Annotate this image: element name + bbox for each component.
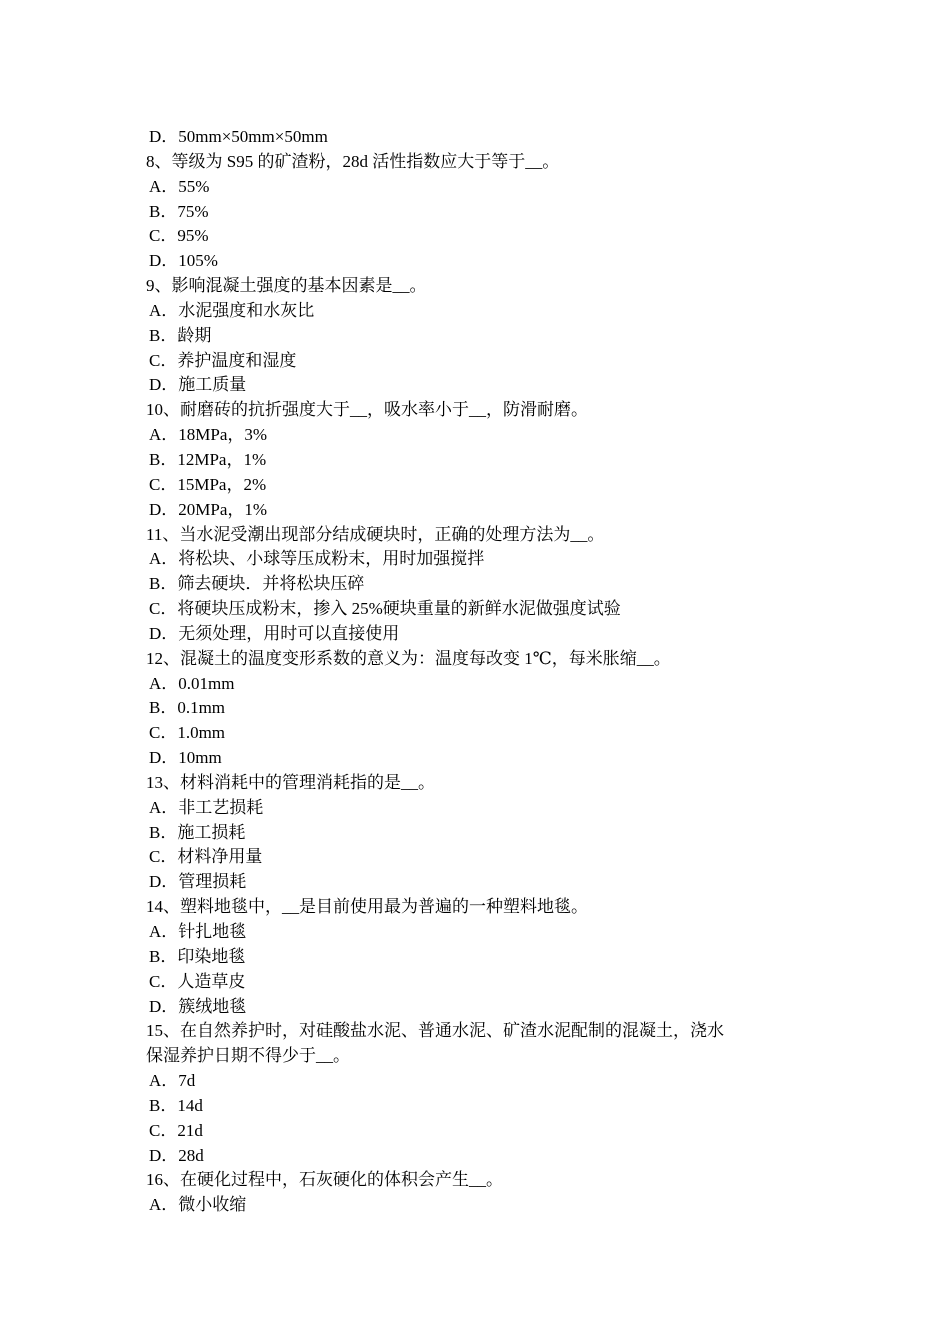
option-line: D．10mm	[149, 748, 222, 768]
option-line: C．95%	[149, 226, 209, 246]
option-line: B．0.1mm	[149, 698, 226, 718]
option-line: B．筛去硬块．并将松块压碎	[149, 574, 365, 594]
option-line: A．水泥强度和水灰比	[149, 300, 315, 320]
question-line: 8、等级为 S95 的矿渣粉，28d 活性指数应大于等于__。	[146, 151, 560, 171]
option-line: D．管理损耗	[149, 872, 247, 892]
option-line: A．7d	[149, 1071, 196, 1091]
option-line: C．将硬块压成粉末，掺入 25%硬块重量的新鲜水泥做强度试验	[149, 599, 621, 619]
option-line: B．75%	[149, 201, 209, 221]
question-line: 14、塑料地毯中，__是目前使用最为普遍的一种塑料地毯。	[146, 897, 588, 917]
option-line: B．龄期	[149, 325, 212, 345]
question-line: 9、影响混凝土强度的基本因素是__。	[146, 276, 427, 296]
option-line: C．15MPa，2%	[149, 474, 267, 494]
option-line: C．材料净用量	[149, 847, 263, 867]
question-line: 12、混凝土的温度变形系数的意义为：温度每改变 1℃，每米胀缩__。	[146, 648, 671, 668]
question-line: 11、当水泥受潮出现部分结成硬块时，正确的处理方法为__。	[146, 524, 605, 544]
option-line: A．18MPa，3%	[149, 425, 268, 445]
option-line: C．1.0mm	[149, 723, 226, 743]
option-line: B．12MPa，1%	[149, 449, 267, 469]
option-line: D．无须处理，用时可以直接使用	[149, 623, 400, 643]
question-line: 15、在自然养护时，对硅酸盐水泥、普通水泥、矿渣水泥配制的混凝土，浇水	[146, 1021, 724, 1041]
option-line: B．印染地毯	[149, 946, 246, 966]
option-line: D．簇绒地毯	[149, 996, 247, 1016]
option-line: C．养护温度和湿度	[149, 350, 297, 370]
option-line: D．28d	[149, 1145, 204, 1165]
option-line: B．施工损耗	[149, 822, 246, 842]
option-line: C．21d	[149, 1120, 203, 1140]
option-line: D．施工质量	[149, 375, 247, 395]
question-line: 16、在硬化过程中，石灰硬化的体积会产生__。	[146, 1170, 503, 1190]
option-line: D．50mm×50mm×50mm	[149, 127, 328, 146]
option-line: C．人造草皮	[149, 971, 246, 991]
option-line: D．20MPa，1%	[149, 499, 268, 519]
option-line: A．将松块、小球等压成粉末，用时加强搅拌	[149, 549, 485, 569]
option-line: A．0.01mm	[149, 673, 235, 693]
question-line: 13、材料消耗中的管理消耗指的是__。	[146, 772, 435, 792]
question-line-continued: 保湿养护日期不得少于__。	[146, 1046, 350, 1066]
question-line: 10、耐磨砖的抗折强度大于__，吸水率小于__，防滑耐磨。	[146, 400, 588, 420]
option-line: B．14d	[149, 1095, 203, 1115]
option-line: A．针扎地毯	[149, 922, 247, 941]
option-line: A．非工艺损耗	[149, 797, 264, 817]
option-line: A．55%	[149, 176, 210, 196]
document-body	[146, 125, 816, 1218]
option-line: A．微小收缩	[149, 1195, 247, 1215]
option-line: D．105%	[149, 251, 218, 271]
